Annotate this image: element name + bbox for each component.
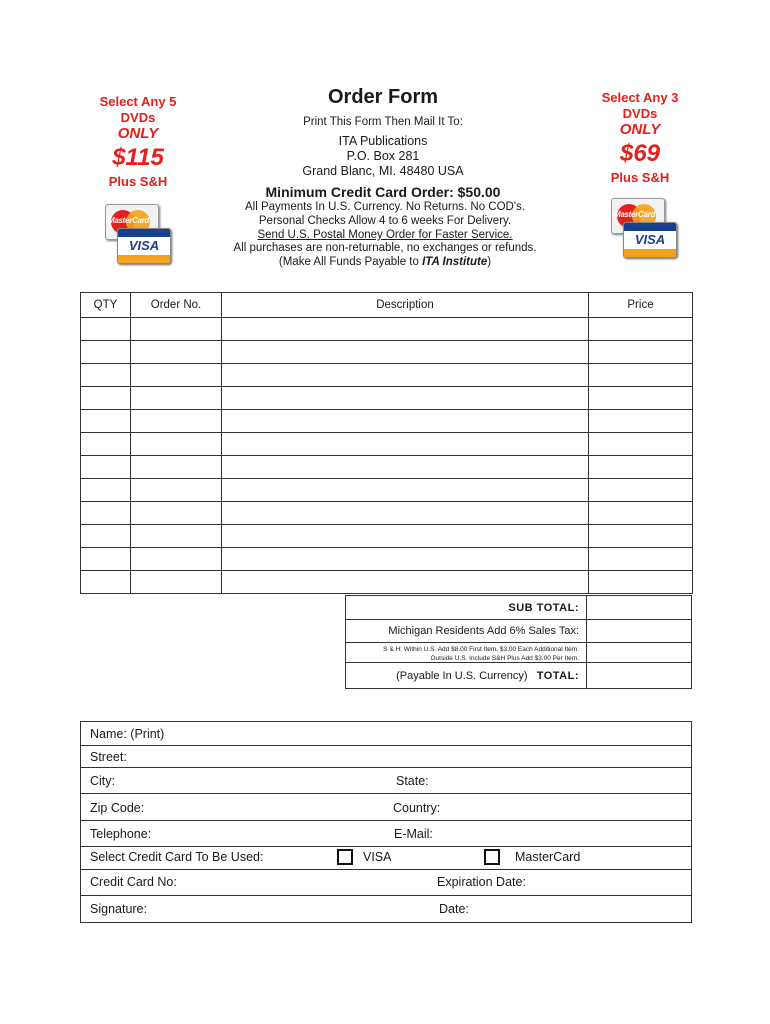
- card-select-row: [80, 846, 692, 870]
- name-field[interactable]: [80, 721, 692, 746]
- table-row: [81, 479, 693, 502]
- promo-left-plus: Plus S&H: [108, 174, 168, 189]
- card-number-label: Credit Card No:: [90, 875, 177, 889]
- order-no-cell[interactable]: [131, 410, 222, 433]
- minimum-order: Minimum Credit Card Order: $50.00: [265, 184, 501, 200]
- promo-left-only: ONLY: [117, 125, 159, 142]
- street-label: Street:: [90, 750, 127, 764]
- visa-icon: VISA: [117, 228, 171, 264]
- price-cell[interactable]: [589, 318, 693, 341]
- promo-right-line2: DVDs: [622, 106, 658, 121]
- col-description-header: Description: [222, 293, 589, 318]
- table-row: [81, 364, 693, 387]
- col-order-no-header: Order No.: [131, 293, 222, 318]
- order-no-cell[interactable]: [131, 479, 222, 502]
- description-cell[interactable]: [222, 502, 589, 525]
- checkbox-icon: [484, 849, 500, 865]
- table-row: [81, 525, 693, 548]
- promo-right-plus: Plus S&H: [610, 170, 670, 185]
- checkbox-icon: [337, 849, 353, 865]
- order-no-cell[interactable]: [131, 433, 222, 456]
- expiration-label: Expiration Date:: [437, 875, 526, 889]
- order-no-cell[interactable]: [131, 318, 222, 341]
- order-table-header: [81, 293, 693, 318]
- zip-label: Zip Code:: [90, 801, 145, 815]
- table-row: [81, 433, 693, 456]
- table-row: [81, 571, 693, 594]
- price-cell[interactable]: [589, 456, 693, 479]
- order-no-cell[interactable]: [131, 387, 222, 410]
- qty-cell[interactable]: [81, 548, 131, 571]
- signature-label: Signature:: [90, 902, 147, 916]
- state-label: State:: [396, 774, 429, 788]
- description-cell[interactable]: [222, 318, 589, 341]
- promo-left-price: $115: [112, 144, 164, 171]
- price-cell[interactable]: [589, 341, 693, 364]
- price-cell[interactable]: [589, 364, 693, 387]
- description-cell[interactable]: [222, 364, 589, 387]
- promo-left-line2: DVDs: [120, 110, 156, 125]
- qty-cell[interactable]: [81, 341, 131, 364]
- address-line-2: P.O. Box 281: [346, 149, 420, 163]
- subtotal-value-field[interactable]: [586, 596, 691, 619]
- price-cell[interactable]: [589, 502, 693, 525]
- qty-cell[interactable]: [81, 410, 131, 433]
- shipping-label-2: Outside U.S. Include S&H Plus Add $3.00 Per Item.: [430, 655, 579, 662]
- total-label: [396, 670, 579, 682]
- order-no-cell[interactable]: [131, 571, 222, 594]
- promo-left-line1: Select Any 5: [99, 94, 177, 109]
- tax-value-field[interactable]: [586, 620, 691, 642]
- price-cell[interactable]: [589, 433, 693, 456]
- zip-country-row[interactable]: [80, 793, 692, 821]
- description-cell[interactable]: [222, 387, 589, 410]
- promo-right-only: ONLY: [619, 121, 661, 138]
- shipping-value-field[interactable]: [586, 643, 691, 662]
- city-label: City:: [90, 774, 115, 788]
- table-row: [81, 456, 693, 479]
- address-line-1: ITA Publications: [338, 134, 428, 148]
- phone-email-row[interactable]: [80, 820, 692, 847]
- total-text: TOTAL:: [536, 670, 579, 682]
- qty-cell[interactable]: [81, 479, 131, 502]
- order-no-cell[interactable]: [131, 341, 222, 364]
- mastercard-icon: MasterCard: [105, 204, 159, 240]
- total-value-field[interactable]: [586, 663, 691, 688]
- price-cell[interactable]: [589, 479, 693, 502]
- shipping-label-1: S & H: Within U.S. Add $8.00 First Item, $3.00 Each Additional Item.: [383, 646, 579, 653]
- address-line-3: Grand Blanc, MI. 48480 USA: [302, 164, 464, 178]
- signature-row[interactable]: [80, 895, 692, 923]
- order-table: [80, 292, 693, 594]
- order-no-cell[interactable]: [131, 525, 222, 548]
- qty-cell[interactable]: [81, 318, 131, 341]
- card-logos-right: [611, 198, 683, 260]
- qty-cell[interactable]: [81, 387, 131, 410]
- select-card-label: Select Credit Card To Be Used:: [90, 850, 264, 864]
- promo-right-price: $69: [619, 140, 661, 167]
- telephone-label: Telephone:: [90, 827, 152, 841]
- qty-cell[interactable]: [81, 433, 131, 456]
- order-no-cell[interactable]: [131, 456, 222, 479]
- mastercard-option-label: MasterCard: [515, 850, 581, 864]
- subtotal-row: [345, 595, 692, 620]
- description-cell[interactable]: [222, 548, 589, 571]
- subtotal-label: SUB TOTAL:: [508, 602, 579, 614]
- date-label: Date:: [439, 902, 469, 916]
- price-cell[interactable]: [589, 525, 693, 548]
- description-cell[interactable]: [222, 525, 589, 548]
- promo-right: [584, 90, 696, 187]
- description-cell[interactable]: [222, 341, 589, 364]
- terms-line-1: All Payments In U.S. Currency. No Returns. No COD's.: [245, 201, 525, 213]
- terms-line-4: All purchases are non-returnable, no exchanges or refunds.: [233, 242, 537, 254]
- country-label: Country:: [393, 801, 441, 815]
- qty-cell[interactable]: [81, 364, 131, 387]
- payee-name: ITA Institute: [422, 256, 488, 268]
- terms-line-2: Personal Checks Allow 4 to 6 weeks For Delivery.: [258, 215, 512, 227]
- price-cell[interactable]: [589, 571, 693, 594]
- table-row: [81, 502, 693, 525]
- promo-right-line1: Select Any 3: [601, 90, 679, 105]
- terms-line-5: (Make All Funds Payable to ITA Institute): [278, 256, 492, 268]
- name-label: Name: (Print): [90, 727, 165, 741]
- table-row: [81, 387, 693, 410]
- table-row: [81, 318, 693, 341]
- total-row: [345, 662, 692, 689]
- order-no-cell[interactable]: [131, 502, 222, 525]
- city-state-row[interactable]: [80, 767, 692, 794]
- description-cell[interactable]: [222, 571, 589, 594]
- qty-cell[interactable]: [81, 571, 131, 594]
- description-cell[interactable]: [222, 410, 589, 433]
- col-qty-header: QTY: [81, 293, 131, 318]
- email-label: E-Mail:: [394, 827, 433, 841]
- mail-to-text: Print This Form Then Mail It To:: [303, 116, 463, 128]
- price-cell[interactable]: [589, 387, 693, 410]
- order-no-cell[interactable]: [131, 364, 222, 387]
- mastercard-icon: MasterCard: [611, 198, 665, 234]
- visa-option-label: VISA: [363, 850, 392, 864]
- col-price-header: Price: [589, 293, 693, 318]
- tax-label: Michigan Residents Add 6% Sales Tax:: [388, 625, 579, 637]
- table-row: [81, 341, 693, 364]
- street-field[interactable]: [80, 745, 692, 768]
- visa-icon: VISA: [623, 222, 677, 258]
- mastercard-checkbox[interactable]: [484, 849, 500, 865]
- card-number-row[interactable]: [80, 869, 692, 896]
- shipping-row: [345, 642, 692, 663]
- price-cell[interactable]: [589, 410, 693, 433]
- order-no-cell[interactable]: [131, 548, 222, 571]
- total-currency-note: (Payable In U.S. Currency): [396, 670, 528, 682]
- page-title: Order Form: [327, 86, 439, 108]
- table-row: [81, 548, 693, 571]
- qty-cell[interactable]: [81, 525, 131, 548]
- description-cell[interactable]: [222, 479, 589, 502]
- description-cell[interactable]: [222, 433, 589, 456]
- price-cell[interactable]: [589, 548, 693, 571]
- terms-line-3: Send U.S. Postal Money Order for Faster Service.: [257, 229, 513, 241]
- visa-checkbox[interactable]: [337, 849, 353, 865]
- tax-row: [345, 619, 692, 643]
- card-logos-left: [105, 204, 177, 266]
- qty-cell[interactable]: [81, 502, 131, 525]
- qty-cell[interactable]: [81, 456, 131, 479]
- description-cell[interactable]: [222, 456, 589, 479]
- promo-left: [78, 94, 198, 191]
- table-row: [81, 410, 693, 433]
